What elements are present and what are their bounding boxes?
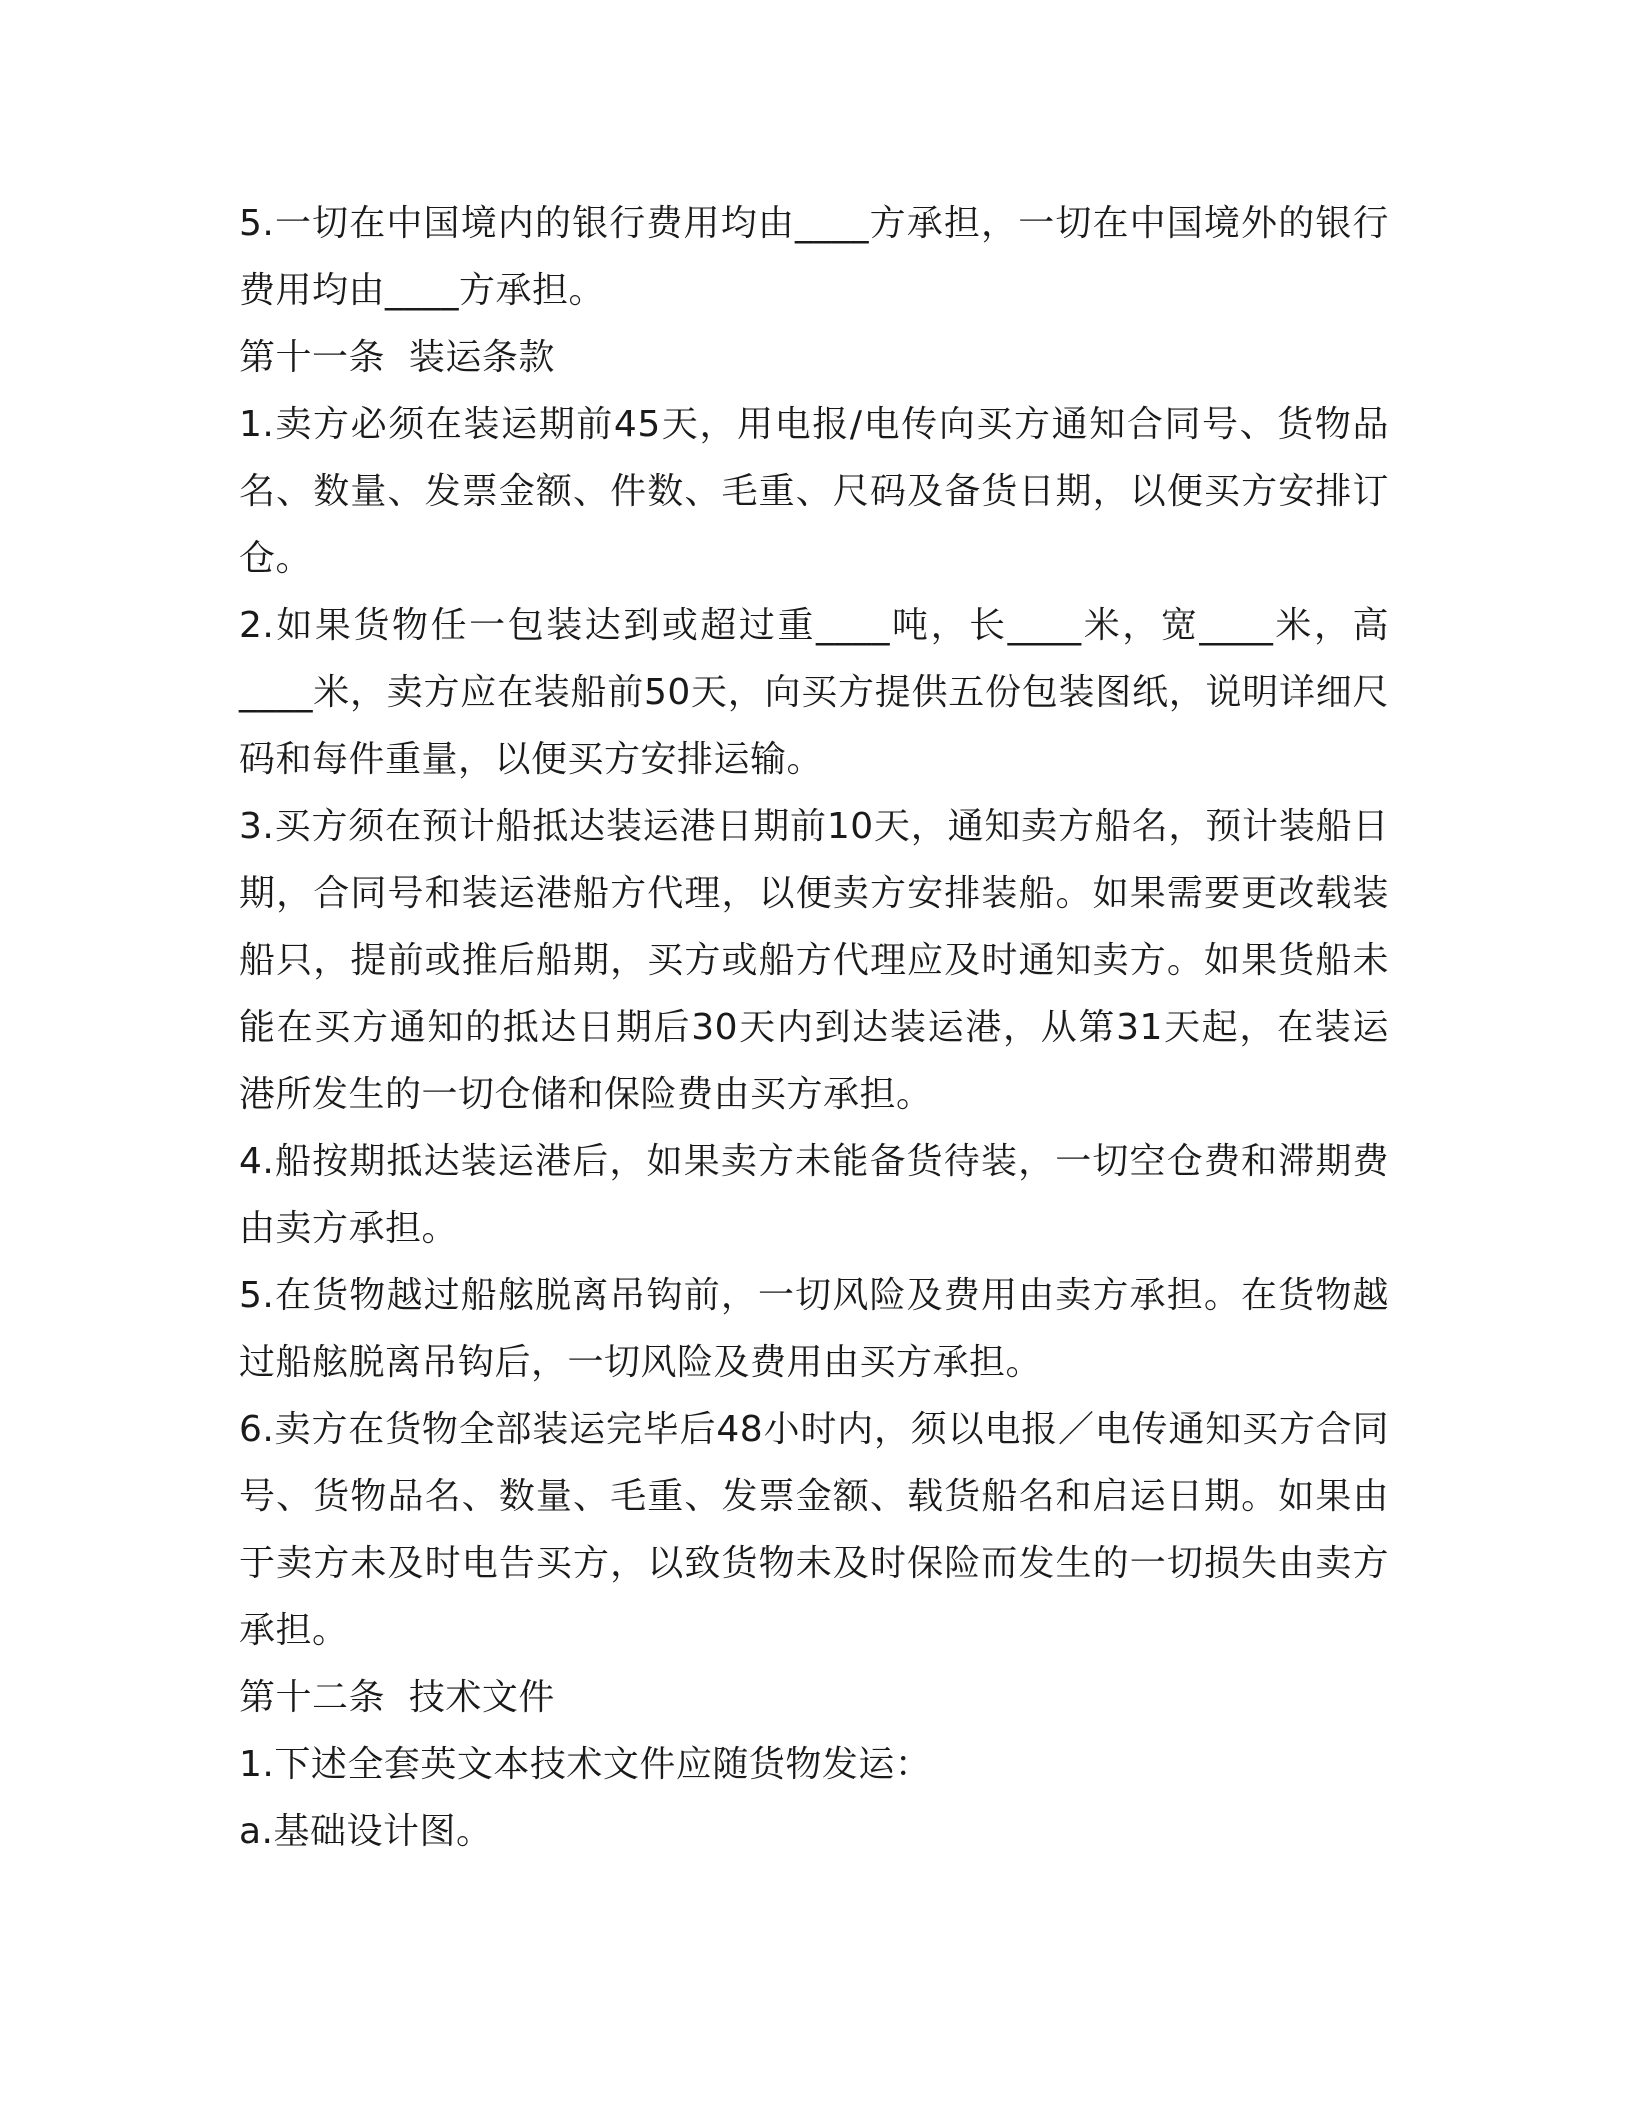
clause-5-risk-transfer: 5.在货物越过船舷脱离吊钩前，一切风险及费用由卖方承担。在货物越过船舷脱离吊钩后，一切风险及费用由买方承担。 — [239, 1275, 1389, 1383]
clause-4-dead-freight: 4.船按期抵达装运港后，如果卖方未能备货待装，一切空仓费和滞期费由卖方承担。 — [239, 1141, 1389, 1249]
clause-1-shipment-notice: 1.卖方必须在装运期前45天，用电报/电传向买方通知合同号、货物品名、数量、发票金额、件数、毛重、尺码及备货日期，以便买方安排订仓。 — [239, 404, 1389, 579]
clause-2-package-drawings: 2.如果货物任一包装达到或超过重____吨，长____米，宽____米，高____米，卖方应在装船前50天，向买方提供五份包装图纸，说明详细尺码和每件重量，以便买方安排运输。 — [239, 605, 1389, 780]
clause-5-bank-fees: 5.一切在中国境内的银行费用均由____方承担，一切在中国境外的银行费用均由____方承担。 — [239, 203, 1389, 311]
article-12-heading: 第十二条 技术文件 — [239, 1677, 555, 1718]
clause-6-shipment-advice: 6.卖方在货物全部装运完毕后48小时内，须以电报／电传通知买方合同号、货物品名、数量、毛重、发票金额、载货船名和启运日期。如果由于卖方未及时电告买方，以致货物未及时保险而发生的一切损失由卖方承担。 — [239, 1409, 1389, 1651]
clause-3-vessel-notice: 3.买方须在预计船抵达装运港日期前10天，通知卖方船名，预计装船日期，合同号和装运港船方代理，以便卖方安排装船。如果需要更改载装船只，提前或推后船期，买方或船方代理应及时通知卖方。如果货船未能在买方通知的抵达日期后30天内到达装运港，从第31天起，在装运港所发生的一切仓储和保险费由买方承担。 — [239, 806, 1389, 1115]
item-a-foundation-design: a.基础设计图。 — [239, 1811, 493, 1852]
clause-1-technical-documents: 1.下述全套英文本技术文件应随货物发运： — [239, 1744, 932, 1785]
article-11-heading: 第十一条 装运条款 — [239, 337, 555, 378]
document-page — [239, 190, 1389, 1865]
